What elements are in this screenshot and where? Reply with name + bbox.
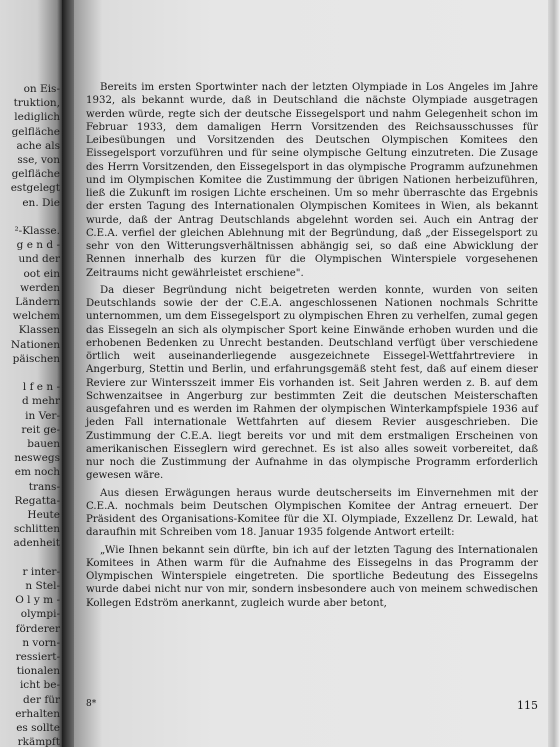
left-page-line: gelfläche [11, 125, 60, 138]
left-page-line: schlitten [13, 523, 60, 536]
left-page-line: r inter- [22, 565, 60, 578]
left-page-line: truktion, [13, 97, 60, 110]
left-page-line: der für [23, 693, 60, 706]
page-number: 115 [517, 699, 538, 712]
left-page-line: Regatta- [14, 494, 60, 507]
body-text [86, 81, 538, 614]
left-page-line: förderer [15, 622, 60, 635]
left-page-line: lediglich [14, 111, 60, 124]
left-page-line: icht be- [19, 679, 60, 692]
book-gutter [62, 0, 74, 747]
left-page-line: g e n d - [16, 239, 60, 252]
right-page [74, 0, 548, 747]
left-page-line: ache als [16, 139, 60, 152]
left-page-line: O l y m - [15, 594, 60, 607]
left-page-line: gelfläche [11, 168, 60, 181]
left-page-line: ressiert- [15, 651, 60, 663]
left-page-line: erhalten [15, 707, 60, 720]
left-page-line: Ländern [15, 296, 60, 308]
left-page-line: es sollte [16, 722, 60, 734]
left-page-line: adenheit [13, 537, 60, 550]
left-page-line: n Stel- [25, 580, 60, 592]
left-page-line: rkämpft [17, 736, 60, 747]
paragraph: „Wie Ihnen bekannt sein dürfte, bin ich auf der letzten Tagung des Internationalen Komitees in Athen warm für die Aufnahme des Eissegelns in das Programm der Olympischen Winterspiele eingetreten. Die sportliche Bedeutung des Eissegelns wurde dabei nicht nur von mir, sondern insbesondere auch von meinem schwedischen Kollegen Edström anerkannt, zugleich wurde aber betont, [86, 544, 538, 609]
paragraph: Da dieser Begründung nicht beigetreten werden konnte, wurden von seiten Deutschlands sowie der der C.E.A. angeschlossenen Nationen nochmals Schritte unternommen, um dem Eissegelsport zu olympischen Ehren zu verhelfen, zumal gegen das Eissegeln an sich als olympischer Sport keine Einwände erhoben wurden und die erhobenen Bedenken zu Unrecht bestanden. Deutschland verfügt über verschiedene örtlich weit auseinanderliegende ausgezeichnete Eissegel-Wettfahrtreviere in Angerburg, Stettin und Berlin, und erfahrungsgemäß steht fest, daß auf einem dieser Reviere zur Wintersszeit immer Eis vorhanden ist. Seit Jahren werden z. B. auf dem Schwenzaitsee in Angerburg zur bestimmten Zeit die deutschen Meisterschaften ausgefahren und es werden im Rahmen der olympischen Winterkampfspiele 1936 auf jeden Fall internationale Wettfahrten auf diesem Revier ausgeschrieben. Die Zustimmung der C.E.A. liegt bereits vor und mit dem erstmaligen Erscheinen von amerikanischen Eisseglern wird gerechnet. Es ist also alles soweit vorbereitet, daß nur noch die Zustimmung der Aufnahme in das olympische Programm erforderlich gewesen wäre. [86, 284, 538, 482]
left-page-line: welchem [12, 310, 60, 323]
left-page-line: Nationen [10, 338, 60, 351]
left-page-line: on Eis- [23, 83, 60, 95]
left-page-line: und der [18, 253, 60, 266]
left-page-line: en. Die [22, 196, 60, 209]
paragraph: Bereits im ersten Sportwinter nach der letzten Olympiade in Los Angeles im Jahre 1932, als bekannt wurde, daß in Deutschland die nächste Olympiade ausgetragen werden würde, regte sich der deutsche Eissegelsport und nahm Gelegenheit schon im Februar 1933, dem damaligen Herrn Vorsitzenden des Reichsausschusses für Leibesübungen und Vorsitzenden des Deutschen Olympischen Komitees den Eissegelsport vorzuführen und für seine olympische Geltung einzutreten. Die Zusage des Herrn Vorsitzenden, den Eissegelsport in das olympische Programm aufzunehmen und im Olympischen Komitee die Zustimmung der übrigen Nationen herbeizuführen, ließ die Zukunft im rosigen Lichte erscheinen. Um so mehr überraschte das Ergebnis der ersten Tagung des Internationalen Olympischen Komitees in Wien, als bekannt wurde, daß der Antrag Deutschlands abgelehnt worden sei. Auch ein Antrag der C.E.A. verfiel der gleichen Ablehnung mit der Begründung, daß „der Eissegelsport zu sehr von den Witterungsverhältnissen abhängig sei, so daß eine Abwicklung der Rennen innerhalb des kurzen für die Olympischen Winterspiele vorgesehenen Zeitraums nicht gewährleistet erschiene". [86, 82, 538, 279]
page-edge [548, 0, 560, 747]
left-page-line: trans- [28, 480, 60, 493]
left-page-line: Klassen [18, 324, 60, 337]
page-footer [86, 699, 538, 713]
left-page-line: Heute [27, 509, 60, 521]
left-page-line: bauen [27, 438, 60, 450]
left-page-line: l f e n - [22, 381, 60, 394]
left-page-line: n vorn- [22, 636, 60, 649]
left-page-line: tionalen [16, 665, 60, 678]
left-page-line: olympi- [20, 608, 60, 621]
left-page-line: päischen [12, 352, 60, 365]
left-page-line: oot ein [23, 267, 60, 280]
left-page-edge [0, 0, 62, 747]
signature-mark: 8* [86, 699, 97, 709]
left-page-line: reit ge- [21, 423, 60, 436]
left-page-line: sse, von [17, 154, 60, 166]
left-page-line: estgelegt [10, 182, 60, 195]
paragraph: Aus diesen Erwägungen heraus wurde deutscherseits im Einvernehmen mit der C.E.A. nochmals beim Deutschen Olympischen Komitee der Antrag erneuert. Der Präsident des Organisations-Komitee für die XI. Olympiade, Exzellenz Dr. Lewald, hat daraufhin mit Schreiben vom 18. Januar 1935 folgende Antwort erteilt: [86, 487, 538, 539]
left-page-line: in Ver- [25, 409, 60, 422]
left-page-line: neswegs [14, 452, 60, 465]
left-page-line: ²-Klasse. [14, 225, 60, 237]
left-page-line: em noch [14, 466, 60, 479]
left-page-line: werden [20, 281, 60, 294]
left-page-line: d mehr [21, 395, 60, 408]
